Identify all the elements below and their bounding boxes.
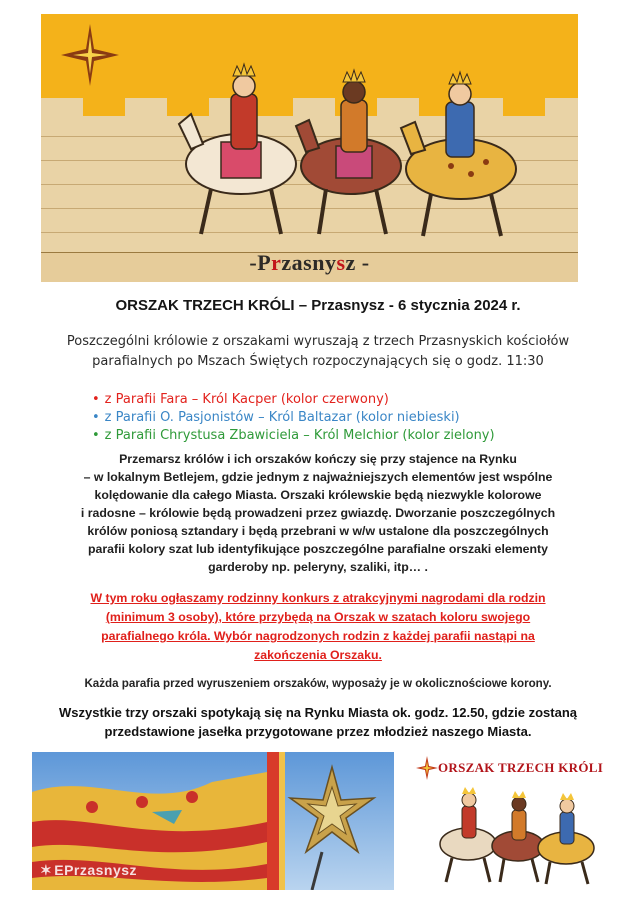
logo-star-icon (416, 756, 438, 780)
procession-description: Przemarsz królów i ich orszaków kończy się przy stajence na Rynku – w lokalnym Betlejem, gdzie jednym z najważniejszych elementów jest wspólne kolędowanie dla całego Miasta. Orszaki królewskie będą niezwykle kolorowe i radosne – królowie będą prowadzeni przez gwiazdę. Dworzanie poszczególnych królów poniosą sztandary i będą przebrani w w/w ustalone dla poszczególnych parafii kolory szat lub identyfikujące poszczególne parafialne orszaki elementy garderoby np. peleryny, szaliki, itp… . (80, 452, 556, 574)
family-contest-notice: W tym roku ogłaszamy rodzinny konkurs z atrakcyjnymi nagrodami dla rodzin (minimum 3 osoby), które przybędą na Orszak w szatach koloru swojego parafialnego króla. Wybór nagrodzonych rodzin z każdej parafii nastąpi na zakończenia Orszaku. (90, 591, 546, 662)
wall-merlon (545, 98, 578, 118)
watermark: ✶ EPrzasnysz (40, 862, 138, 878)
three-kings-illustration (161, 54, 531, 244)
parish-item-fara: • z Parafii Fara – Król Kacper (kolor czerwony) (92, 392, 389, 407)
parish-item-chrystus-zbawiciel: • z Parafii Chrystusa Zbawiciela – Król Melchior (kolor zielony) (92, 428, 495, 443)
intro-line: Poszczególni królowie z orszakami wyruszają z trzech Przasnyskich kościołów (66, 334, 570, 349)
header-banner (41, 14, 578, 282)
orszak-logo (410, 752, 610, 888)
crowns-note: Każda parafia przed wyruszeniem orszaków, wyposaży je w okolicznościowe korony. (84, 677, 552, 690)
watermark-star-icon: ✶ (40, 862, 53, 878)
intro-line: parafialnych po Mszach Świętych rozpoczynających się o godz. 11:30 (92, 354, 544, 369)
parish-item-pasjonisci: • z Parafii O. Pasjonistów – Król Baltazar (kolor niebieski) (92, 410, 460, 425)
logo-kings-illustration (430, 782, 600, 886)
meeting-announcement: Wszystkie trzy orszaki spotykają się na Rynku Miasta ok. godz. 12.50, gdzie zostaną przedstawione jasełka przygotowane przez młodzież naszego Miasta. (58, 705, 577, 739)
wall-merlon (41, 98, 83, 118)
intro-paragraph (30, 332, 606, 372)
page-title: ORSZAK TRZECH KRÓLI – Przasnysz - 6 stycznia 2024 r. (115, 297, 521, 314)
parish-list (92, 391, 495, 445)
star-of-bethlehem-icon (61, 24, 119, 86)
logo-title: ORSZAK TRZECH KRÓLI (438, 760, 604, 775)
banner-title: -Przasnysz - (249, 250, 370, 275)
